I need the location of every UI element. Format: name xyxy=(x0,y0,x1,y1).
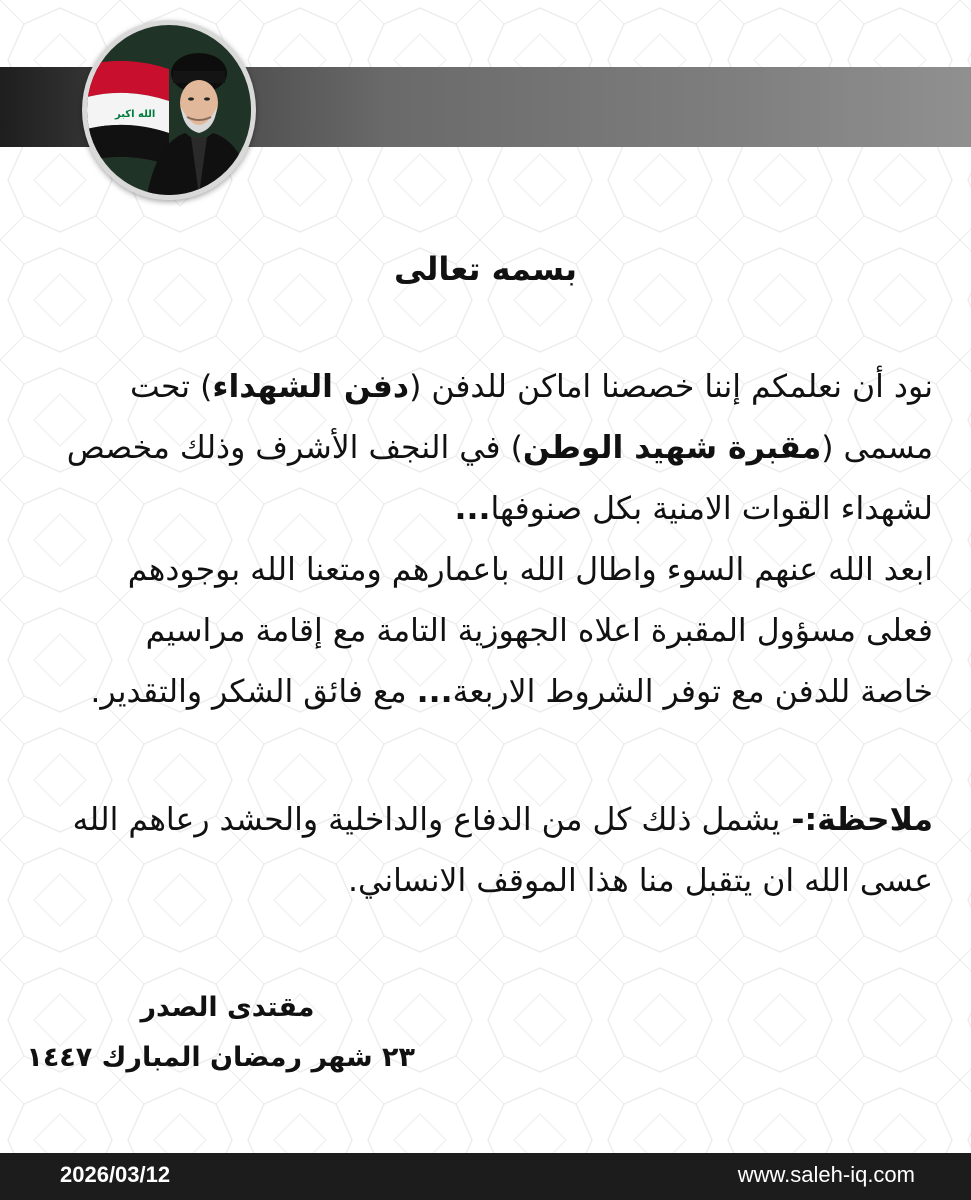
text-run: نود أن نعلمكم إننا خصصنا اماكن للدفن ( xyxy=(409,369,933,405)
footer-bar xyxy=(0,1153,971,1200)
bold-text-run: دفن الشهداء xyxy=(212,369,410,405)
text-run: مسمى ( xyxy=(821,430,933,466)
bold-text-run: مقبرة شهيد الوطن xyxy=(522,430,822,466)
text-run: ابعد الله عنهم السوء واطال الله باعمارهم ومتعنا الله بوجودهم xyxy=(127,552,933,588)
text-line xyxy=(38,479,933,540)
text-line xyxy=(38,851,933,912)
text-run: ) تحت xyxy=(130,369,213,405)
text-line xyxy=(38,662,933,723)
text-line xyxy=(38,540,933,601)
bold-text-run: ملاحظة:- xyxy=(780,802,933,838)
main-paragraph xyxy=(38,357,933,723)
text-run: يشمل ذلك كل من الدفاع والداخلية والحشد رعاهم الله xyxy=(72,802,781,838)
text-run: مع فائق الشكر والتقدير. xyxy=(90,674,417,710)
text-run: ) في النجف الأشرف وذلك مخصص xyxy=(66,430,523,466)
signature-block xyxy=(26,983,415,1083)
document-title: بسمه تعالى xyxy=(393,250,578,288)
bold-text-run: ... xyxy=(416,674,453,710)
text-line xyxy=(38,601,933,662)
signature-name: مقتدى الصدر xyxy=(140,992,315,1023)
text-run: لشهداء القوات الامنية بكل صنوفها xyxy=(490,491,933,527)
text-line xyxy=(38,790,933,851)
text-run: فعلى مسؤول المقبرة اعلاه الجهوزية التامة مع إقامة مراسيم xyxy=(145,613,933,649)
signature-date: ٢٣ شهر رمضان المبارك ١٤٤٧ xyxy=(26,1042,415,1073)
footer-date: 2026/03/12 xyxy=(60,1162,171,1187)
note-paragraph xyxy=(38,790,933,912)
flag-script: الله اكبر xyxy=(115,109,156,120)
portrait-avatar xyxy=(82,20,256,200)
text-line xyxy=(38,357,933,418)
text-line xyxy=(38,418,933,479)
text-run: خاصة للدفن مع توفر الشروط الاربعة xyxy=(452,674,933,710)
portrait-image xyxy=(87,25,251,195)
text-run: عسى الله ان يتقبل منا هذا الموقف الانساني. xyxy=(348,863,933,899)
footer-website-link[interactable]: www.saleh-iq.com xyxy=(737,1162,915,1187)
bold-text-run: ... xyxy=(454,491,491,527)
